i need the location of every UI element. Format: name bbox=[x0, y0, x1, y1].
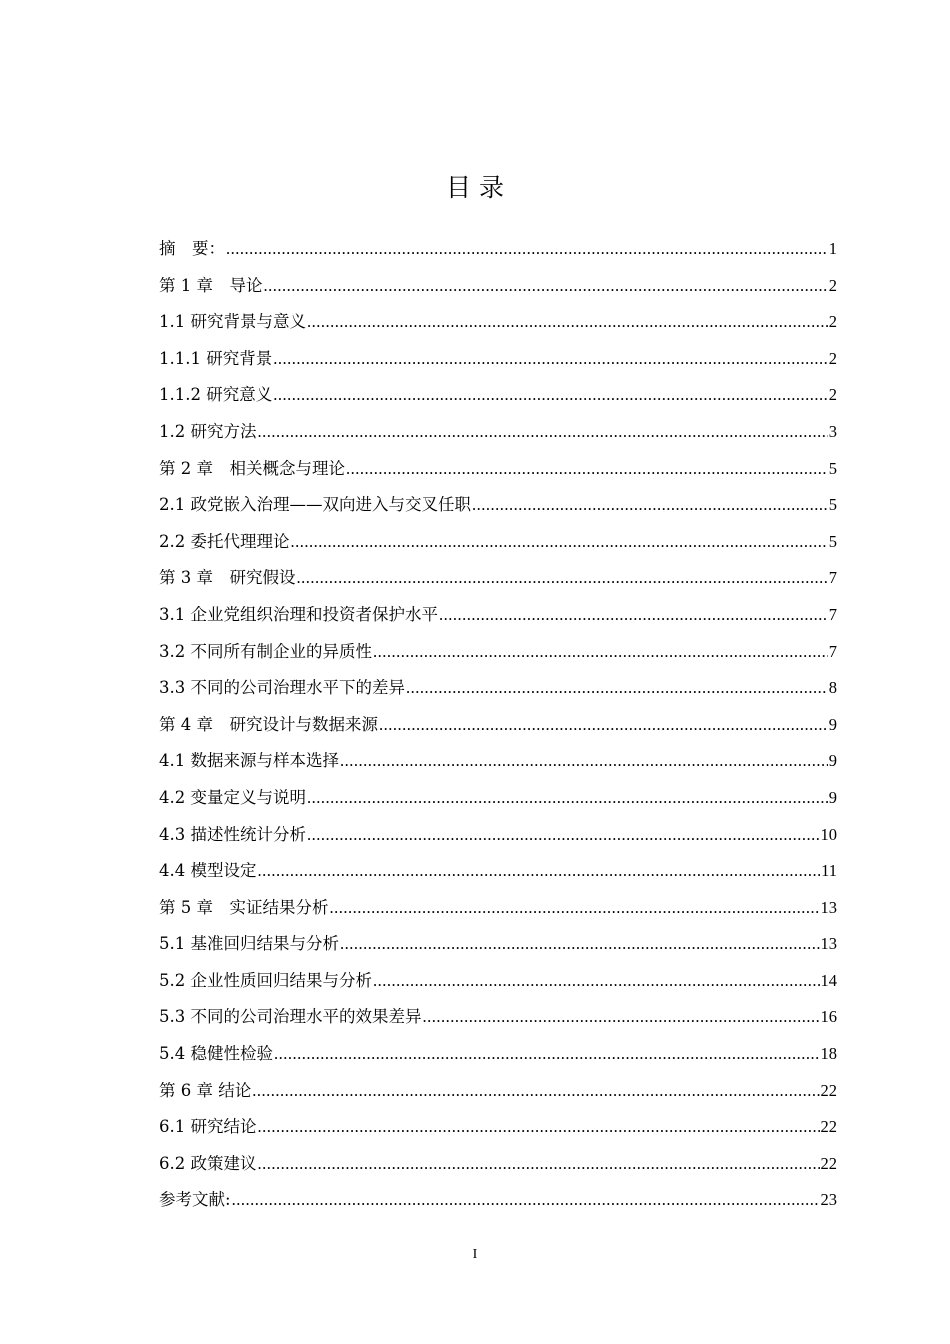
toc-entry-page: 2 bbox=[828, 348, 837, 368]
toc-entry-label: 6.1 研究结论 bbox=[159, 1117, 257, 1137]
toc-entry[interactable] bbox=[159, 634, 837, 671]
toc-dot-leader bbox=[307, 304, 828, 341]
toc-entry[interactable] bbox=[159, 341, 837, 378]
toc-dot-leader bbox=[373, 963, 820, 1000]
toc-entry[interactable] bbox=[159, 743, 837, 780]
toc-entry[interactable] bbox=[159, 487, 837, 524]
toc-entry[interactable] bbox=[159, 1146, 837, 1183]
toc-entry-label: 2.1 政党嵌入治理——双向进入与交叉任职 bbox=[159, 495, 471, 515]
toc-entry-label: 4.1 数据来源与样本选择 bbox=[159, 751, 339, 771]
toc-entry[interactable] bbox=[159, 560, 837, 597]
toc-entry[interactable] bbox=[159, 1182, 837, 1219]
toc-dot-leader bbox=[273, 377, 828, 414]
toc-entry[interactable] bbox=[159, 524, 837, 561]
toc-entry-page: 23 bbox=[820, 1190, 837, 1210]
toc-dot-leader bbox=[340, 926, 820, 963]
toc-entry-label: 第 1 章 导论 bbox=[159, 275, 263, 295]
toc-entry-page: 8 bbox=[828, 678, 837, 698]
toc-dot-leader bbox=[340, 743, 828, 780]
toc-entry[interactable] bbox=[159, 1109, 837, 1146]
toc-dot-leader bbox=[226, 231, 828, 268]
toc-entry[interactable] bbox=[159, 817, 837, 854]
toc-entry[interactable] bbox=[159, 231, 837, 268]
toc-entry[interactable] bbox=[159, 926, 837, 963]
toc-entry-label: 5.2 企业性质回归结果与分析 bbox=[159, 970, 372, 990]
toc-entry-page: 10 bbox=[820, 824, 837, 844]
toc-entry[interactable] bbox=[159, 414, 837, 451]
toc-entry-page: 22 bbox=[820, 1080, 837, 1100]
toc-dot-leader bbox=[406, 670, 828, 707]
toc-entry-page: 2 bbox=[828, 385, 837, 405]
toc-entry[interactable] bbox=[159, 999, 837, 1036]
toc-entry-label: 第 3 章 研究假设 bbox=[159, 568, 296, 588]
toc-dot-leader bbox=[472, 487, 828, 524]
toc-entry-label: 1.2 研究方法 bbox=[159, 421, 257, 441]
toc-entry-page: 7 bbox=[828, 568, 837, 588]
toc-entry-page: 14 bbox=[820, 970, 837, 990]
toc-dot-leader bbox=[307, 817, 820, 854]
toc-entry-label: 5.4 稳健性检验 bbox=[159, 1044, 273, 1064]
toc-dot-leader bbox=[379, 707, 828, 744]
toc-entry-label: 5.3 不同的公司治理水平的效果差异 bbox=[159, 1007, 422, 1027]
toc-entry[interactable] bbox=[159, 707, 837, 744]
toc-entry-page: 11 bbox=[821, 861, 837, 881]
toc-entry-page: 7 bbox=[828, 641, 837, 661]
toc-entry-label: 3.2 不同所有制企业的异质性 bbox=[159, 641, 372, 661]
toc-dot-leader bbox=[273, 341, 828, 378]
toc-entry-label: 摘 要： bbox=[159, 239, 225, 258]
toc-entry-label: 第 5 章 实证结果分析 bbox=[159, 897, 329, 917]
toc-entry[interactable] bbox=[159, 377, 837, 414]
toc-dot-leader bbox=[423, 999, 820, 1036]
toc-entry-page: 9 bbox=[828, 751, 837, 771]
page-number: I bbox=[472, 1247, 478, 1262]
toc-dot-leader bbox=[307, 780, 828, 817]
toc-entry-label: 6.2 政策建议 bbox=[159, 1153, 257, 1173]
toc-entry[interactable] bbox=[159, 451, 837, 488]
toc-entry-page: 22 bbox=[820, 1117, 837, 1137]
toc-entry-page: 16 bbox=[820, 1007, 837, 1027]
toc-entry[interactable] bbox=[159, 597, 837, 634]
toc-entry-page: 22 bbox=[820, 1153, 837, 1173]
toc-entry-label: 4.2 变量定义与说明 bbox=[159, 787, 306, 807]
toc-entry-label: 3.1 企业党组织治理和投资者保护水平 bbox=[159, 604, 438, 624]
toc-dot-leader bbox=[258, 1146, 820, 1183]
toc-dot-leader bbox=[346, 451, 828, 488]
table-of-contents bbox=[159, 231, 837, 1219]
toc-entry[interactable] bbox=[159, 780, 837, 817]
toc-entry-page: 2 bbox=[828, 312, 837, 332]
toc-dot-leader bbox=[252, 1073, 819, 1110]
toc-dot-leader bbox=[258, 414, 828, 451]
toc-dot-leader bbox=[264, 268, 828, 305]
toc-dot-leader bbox=[373, 634, 828, 671]
toc-entry-page: 7 bbox=[828, 604, 837, 624]
toc-entry[interactable] bbox=[159, 1073, 837, 1110]
toc-dot-leader bbox=[232, 1182, 820, 1219]
toc-entry-page: 13 bbox=[820, 934, 837, 954]
toc-entry-label: 5.1 基准回归结果与分析 bbox=[159, 934, 339, 954]
toc-entry-page: 3 bbox=[828, 421, 837, 441]
toc-entry-label: 第 6 章 结论 bbox=[159, 1080, 252, 1100]
toc-dot-leader bbox=[258, 853, 821, 890]
toc-entry[interactable] bbox=[159, 853, 837, 890]
toc-dot-leader bbox=[330, 890, 820, 927]
toc-entry-label: 3.3 不同的公司治理水平下的差异 bbox=[159, 678, 405, 698]
toc-entry-page: 9 bbox=[828, 714, 837, 734]
toc-entry-label: 第 2 章 相关概念与理论 bbox=[159, 458, 345, 478]
toc-dot-leader bbox=[297, 560, 828, 597]
toc-entry[interactable] bbox=[159, 963, 837, 1000]
toc-entry[interactable] bbox=[159, 304, 837, 341]
toc-dot-leader bbox=[258, 1109, 820, 1146]
toc-entry[interactable] bbox=[159, 268, 837, 305]
toc-entry-label: 2.2 委托代理理论 bbox=[159, 531, 290, 551]
toc-entry-label: 4.4 模型设定 bbox=[159, 861, 257, 881]
page-title: 目 录 bbox=[446, 173, 504, 202]
toc-entry-label: 1.1.2 研究意义 bbox=[159, 385, 273, 405]
toc-entry-label: 第 4 章 研究设计与数据来源 bbox=[159, 714, 378, 734]
toc-entry[interactable] bbox=[159, 1036, 837, 1073]
toc-entry-page: 13 bbox=[820, 897, 837, 917]
toc-entry-page: 5 bbox=[828, 458, 837, 478]
toc-entry[interactable] bbox=[159, 670, 837, 707]
toc-entry[interactable] bbox=[159, 890, 837, 927]
toc-entry-page: 1 bbox=[828, 239, 837, 258]
toc-entry-page: 5 bbox=[828, 531, 837, 551]
toc-entry-label: 4.3 描述性统计分析 bbox=[159, 824, 306, 844]
toc-entry-page: 2 bbox=[828, 275, 837, 295]
toc-entry-label: 1.1 研究背景与意义 bbox=[159, 312, 306, 332]
toc-dot-leader bbox=[274, 1036, 820, 1073]
toc-dot-leader bbox=[439, 597, 828, 634]
toc-entry-label: 1.1.1 研究背景 bbox=[159, 348, 273, 368]
toc-dot-leader bbox=[291, 524, 828, 561]
toc-entry-label: 参考文献: bbox=[159, 1190, 231, 1210]
toc-entry-page: 5 bbox=[828, 495, 837, 515]
toc-entry-page: 18 bbox=[820, 1044, 837, 1064]
toc-entry-page: 9 bbox=[828, 787, 837, 807]
